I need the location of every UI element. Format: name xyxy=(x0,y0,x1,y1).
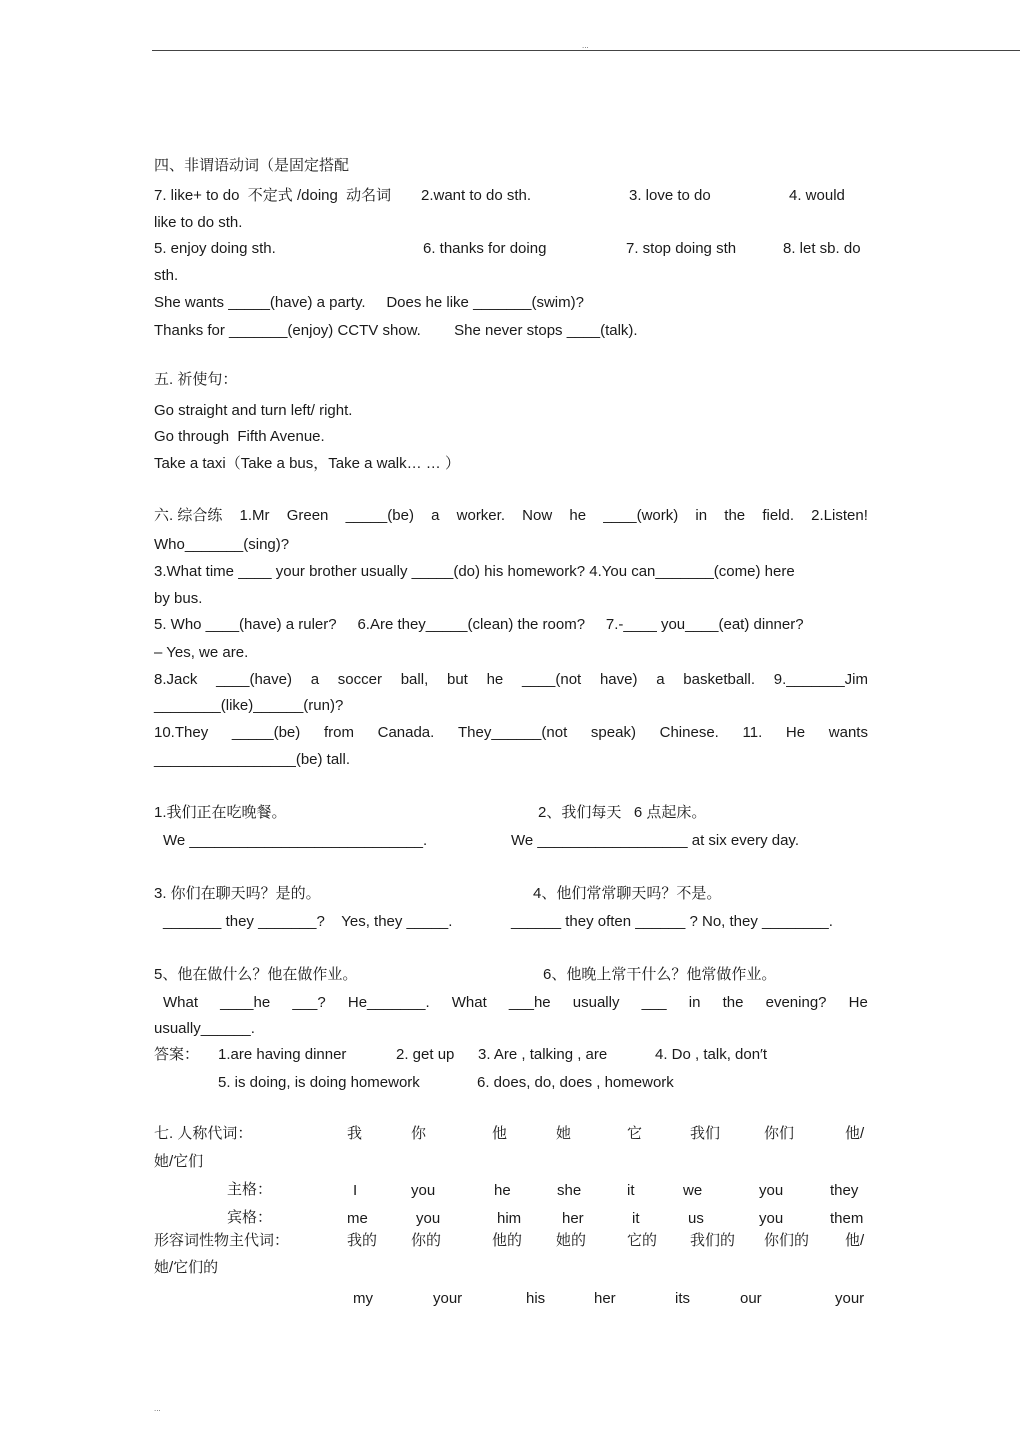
possessive-label: 形容词性物主代词： xyxy=(154,1232,290,1249)
possessive-cn: 你的 xyxy=(411,1232,442,1249)
s6-line5-cont: _________________(be) tall. xyxy=(154,751,351,768)
word: 2.Listen! xyxy=(811,507,868,524)
possessive-pronoun: its xyxy=(675,1290,690,1307)
word: _____(be) xyxy=(231,724,301,741)
possessive-cn-cont: 她/它们的 xyxy=(154,1259,219,1276)
s6-line5 xyxy=(154,724,868,742)
word: but xyxy=(446,671,468,688)
section6-heading: 六. 综合练 xyxy=(154,507,223,524)
subject-pronoun: I xyxy=(353,1182,358,1199)
possessive-cn: 我的 xyxy=(347,1232,378,1249)
answers-label: 答案： xyxy=(154,1046,200,1063)
word: What xyxy=(451,994,487,1011)
s6-line4 xyxy=(154,671,868,689)
pronoun-header: 你 xyxy=(411,1125,427,1142)
subject-row xyxy=(0,1182,1024,1200)
answer-1: 1.are having dinner xyxy=(218,1046,347,1063)
pronoun-header-cont: 她/它们 xyxy=(154,1153,204,1170)
s6-line1 xyxy=(154,507,868,525)
possessive-pronoun: her xyxy=(594,1290,616,1307)
possessive-pronoun: your xyxy=(835,1290,865,1307)
word: 1.Mr xyxy=(239,507,270,524)
possessive-pronoun: my xyxy=(353,1290,373,1307)
answer-5: 5. is doing, is doing homework xyxy=(218,1074,420,1091)
object-pronoun: them xyxy=(830,1210,864,1227)
translation-a3: _______ they _______? Yes, they _____. xyxy=(163,913,453,930)
pronoun-header: 我们 xyxy=(690,1125,721,1142)
word: basketball. xyxy=(683,671,756,688)
word: evening? xyxy=(765,994,827,1011)
object-label: 宾格： xyxy=(227,1209,273,1226)
answer-6: 6. does, do, does , homework xyxy=(477,1074,674,1091)
s4-exercise-2: Thanks for _______(enjoy) CCTV show. She never stops ____(talk). xyxy=(154,322,638,339)
word: have) xyxy=(599,671,638,688)
s6-line4-cont: ________(like)______(run)? xyxy=(154,697,344,714)
word: 8.Jack xyxy=(154,671,198,688)
word: 9._______Jim xyxy=(773,671,868,688)
translation-q3: 3. 你们在聊天吗？是的。 xyxy=(154,885,321,902)
s4-line2-a: 5. enjoy doing sth. xyxy=(154,240,276,257)
s6-line3-cont: – Yes, we are. xyxy=(154,644,249,661)
possessive-cn: 它的 xyxy=(627,1232,658,1249)
word: They______(not xyxy=(458,724,568,741)
word: the xyxy=(722,994,744,1011)
word: Canada. xyxy=(377,724,435,741)
subject-pronoun: you xyxy=(411,1182,436,1199)
s6-line2-cont: by bus. xyxy=(154,590,203,607)
section7-heading: 七. 人称代词： xyxy=(154,1125,253,1142)
subject-pronoun: we xyxy=(683,1182,703,1199)
translation-q4: 4、他们常常聊天吗？不是。 xyxy=(533,885,722,902)
possessive-cn-row xyxy=(0,1232,1024,1250)
word: ____he xyxy=(220,994,271,1011)
possessive-pronoun: your xyxy=(433,1290,463,1307)
section5-heading: 五. 祈使句： xyxy=(154,371,238,388)
subject-pronoun: you xyxy=(759,1182,784,1199)
possessive-pronoun: our xyxy=(740,1290,762,1307)
word: He xyxy=(848,994,868,1011)
translation-a5-a6 xyxy=(163,994,868,1012)
word: he xyxy=(569,507,587,524)
word: Chinese. xyxy=(659,724,719,741)
object-pronoun: you xyxy=(416,1210,441,1227)
possessive-row xyxy=(0,1290,1024,1308)
translation-a2: We __________________ at six every day. xyxy=(511,832,799,849)
s4-line1-d: 4. would xyxy=(789,187,845,204)
s5-line2: Go through Fifth Avenue. xyxy=(154,428,325,445)
s4-line1-a: 7. like+ to do 不定式 /doing 动名词 xyxy=(154,187,392,204)
s6-line3: 5. Who ____(have) a ruler? 6.Are they_____(clean) the room? 7.-____ you____(eat) dinner? xyxy=(154,616,804,633)
word: ____(have) xyxy=(216,671,292,688)
translation-q1: 1.我们正在吃晚餐。 xyxy=(154,804,287,821)
pronoun-header: 他 xyxy=(492,1125,508,1142)
possessive-cn: 你们的 xyxy=(764,1232,810,1249)
word: ____(not xyxy=(522,671,582,688)
subject-pronoun: she xyxy=(557,1182,582,1199)
word: a xyxy=(431,507,440,524)
word: 10.They xyxy=(154,724,209,741)
word: Green xyxy=(286,507,329,524)
word: field. xyxy=(762,507,794,524)
possessive-cn: 她的 xyxy=(556,1232,587,1249)
word: 11. xyxy=(742,724,763,741)
word: wants xyxy=(828,724,868,741)
word: ___ xyxy=(641,994,667,1011)
pronoun-header: 他/ xyxy=(845,1125,865,1142)
word: in xyxy=(695,507,708,524)
object-pronoun: it xyxy=(632,1210,640,1227)
object-pronoun: you xyxy=(759,1210,784,1227)
word: ___he xyxy=(508,994,551,1011)
word: in xyxy=(688,994,701,1011)
word: ___? xyxy=(292,994,326,1011)
word: ____(work) xyxy=(603,507,679,524)
word: speak) xyxy=(590,724,636,741)
word: from xyxy=(323,724,354,741)
s4-line2-cont: sth. xyxy=(154,267,179,284)
word: he xyxy=(486,671,504,688)
s4-exercise-1: She wants _____(have) a party. Does he like _______(swim)? xyxy=(154,294,584,311)
pronoun-header: 你们 xyxy=(764,1125,795,1142)
footer-dots: ... xyxy=(154,1404,161,1413)
header-rule xyxy=(152,50,1020,51)
s5-line3: Take a taxi（Take a bus，Take a walk… … ） xyxy=(154,455,460,472)
word: usually xyxy=(572,994,620,1011)
subject-pronoun: he xyxy=(494,1182,511,1199)
s4-line2-c: 7. stop doing sth xyxy=(626,240,737,257)
word: worker. xyxy=(456,507,505,524)
s4-line2-d: 8. let sb. do xyxy=(783,240,861,257)
possessive-pronoun: his xyxy=(526,1290,546,1307)
s5-line1: Go straight and turn left/ right. xyxy=(154,402,353,419)
subject-pronoun: it xyxy=(627,1182,635,1199)
subject-pronoun: they xyxy=(830,1182,859,1199)
answer-3: 3. Are , talking , are xyxy=(478,1046,608,1063)
s4-line1-c: 3. love to do xyxy=(629,187,711,204)
possessive-cn: 他的 xyxy=(492,1232,523,1249)
s4-line1-cont: like to do sth. xyxy=(154,214,243,231)
word: a xyxy=(310,671,320,688)
header-dots: ... xyxy=(582,41,589,50)
word: He xyxy=(785,724,806,741)
word: ball, xyxy=(400,671,429,688)
object-row xyxy=(0,1210,1024,1228)
possessive-cn: 他/ xyxy=(845,1232,865,1249)
object-pronoun: him xyxy=(497,1210,522,1227)
word: What xyxy=(163,994,199,1011)
translation-a6-cont: usually______. xyxy=(154,1020,255,1037)
translation-q5: 5、他在做什么？他在做作业。 xyxy=(154,966,358,983)
subject-label: 主格： xyxy=(227,1181,273,1198)
pronoun-header: 它 xyxy=(627,1125,643,1142)
pronoun-header: 她 xyxy=(556,1125,572,1142)
s4-line1-b: 2.want to do sth. xyxy=(421,187,532,204)
word: soccer xyxy=(337,671,382,688)
word: Now xyxy=(522,507,553,524)
object-pronoun: us xyxy=(688,1210,704,1227)
pronoun-header-row xyxy=(0,1125,1024,1143)
object-pronoun: her xyxy=(562,1210,584,1227)
answer-4: 4. Do , talk, don′t xyxy=(655,1046,768,1063)
object-pronoun: me xyxy=(347,1210,368,1227)
s6-line1-cont: Who_______(sing)? xyxy=(154,536,290,553)
translation-a1: We ____________________________. xyxy=(163,832,428,849)
translation-q6: 6、他晚上常干什么？他常做作业。 xyxy=(543,966,777,983)
possessive-cn: 我们的 xyxy=(690,1232,736,1249)
s6-line2: 3.What time ____ your brother usually _____(do) his homework? 4.You can_______(come) here xyxy=(154,563,795,580)
pronoun-header: 我 xyxy=(347,1125,363,1142)
translation-q2: 2、我们每天 6 点起床。 xyxy=(538,804,707,821)
word: He_______. xyxy=(347,994,430,1011)
s4-line2-b: 6. thanks for doing xyxy=(423,240,547,257)
word: a xyxy=(656,671,665,688)
word: the xyxy=(724,507,746,524)
answer-2: 2. get up xyxy=(396,1046,455,1063)
translation-a4: ______ they often ______ ? No, they ________. xyxy=(511,913,833,930)
section4-heading: 四、非谓语动词（是固定搭配 xyxy=(154,157,350,174)
word: _____(be) xyxy=(345,507,414,524)
